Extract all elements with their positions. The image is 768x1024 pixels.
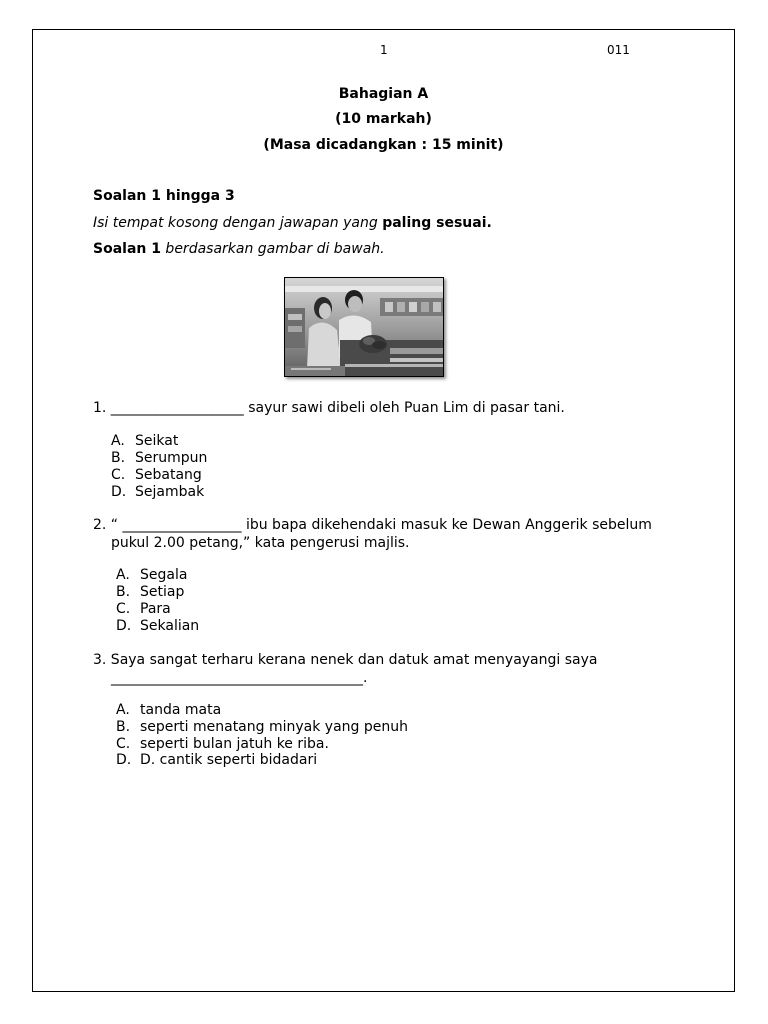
option-text: tanda mata bbox=[140, 702, 222, 718]
option-letter: B. bbox=[116, 584, 131, 600]
questions-range-heading: Soalan 1 hingga 3 bbox=[93, 188, 235, 204]
q3-option-a bbox=[116, 702, 221, 718]
market-photo-illustration bbox=[285, 278, 444, 377]
question-2-text-line2: pukul 2.00 petang,” kata pengerusi majlis. bbox=[111, 535, 410, 551]
option-letter: D. bbox=[116, 618, 132, 634]
question1-reference-text: berdasarkan gambar di bawah. bbox=[160, 241, 385, 257]
question1-reference-line bbox=[93, 241, 385, 257]
page-border bbox=[32, 29, 735, 992]
option-letter: A. bbox=[111, 433, 125, 449]
option-letter: D. bbox=[116, 752, 132, 768]
option-letter: D. bbox=[111, 484, 127, 500]
section-marks: (10 markah) bbox=[335, 111, 432, 127]
option-letter: C. bbox=[116, 736, 131, 752]
option-letter: C. bbox=[111, 467, 126, 483]
q2-option-d bbox=[116, 618, 199, 634]
option-text: Setiap bbox=[140, 584, 185, 600]
instruction-text: Isi tempat kosong dengan jawapan yang bbox=[93, 215, 383, 231]
q3-option-d bbox=[116, 752, 317, 768]
option-text: Seikat bbox=[135, 433, 179, 449]
q2-option-b bbox=[116, 584, 184, 600]
instruction-emphasis: paling sesuai. bbox=[382, 215, 492, 231]
section-time: (Masa dicadangkan : 15 minit) bbox=[263, 137, 504, 153]
paper-code: 011 bbox=[607, 43, 630, 57]
instruction-line bbox=[93, 215, 492, 231]
q3-option-c bbox=[116, 736, 329, 752]
question-2-text-line1: 2. “ _________________ ibu bapa dikehendaki masuk ke Dewan Anggerik sebelum bbox=[93, 517, 652, 533]
option-text: Sebatang bbox=[135, 467, 202, 483]
option-text: Serumpun bbox=[135, 450, 208, 466]
option-letter: A. bbox=[116, 567, 130, 583]
question-3-text-line1: 3. Saya sangat terharu kerana nenek dan datuk amat menyayangi saya bbox=[93, 652, 598, 668]
q1-option-d bbox=[111, 484, 204, 500]
q2-option-a bbox=[116, 567, 187, 583]
option-letter: B. bbox=[116, 719, 131, 735]
option-letter: B. bbox=[111, 450, 126, 466]
option-text: D. cantik seperti bidadari bbox=[140, 752, 318, 768]
option-text: seperti menatang minyak yang penuh bbox=[140, 719, 408, 735]
q1-option-b bbox=[111, 450, 207, 466]
option-text: Sekalian bbox=[140, 618, 200, 634]
q1-option-a bbox=[111, 433, 178, 449]
q2-option-c bbox=[116, 601, 171, 617]
option-text: seperti bulan jatuh ke riba. bbox=[140, 736, 329, 752]
market-photo bbox=[284, 277, 444, 377]
option-text: Segala bbox=[140, 567, 188, 583]
q3-option-b bbox=[116, 719, 408, 735]
option-letter: A. bbox=[116, 702, 130, 718]
question-1-text: 1. ___________________ sayur sawi dibeli oleh Puan Lim di pasar tani. bbox=[93, 400, 565, 416]
question1-label: Soalan 1 bbox=[93, 241, 161, 257]
q1-option-c bbox=[111, 467, 202, 483]
option-text: Para bbox=[140, 601, 171, 617]
section-title: Bahagian A bbox=[338, 86, 429, 102]
option-text: Sejambak bbox=[135, 484, 205, 500]
question-3-text-line2: ____________________________________. bbox=[111, 670, 368, 686]
page-number: 1 bbox=[380, 43, 388, 57]
option-letter: C. bbox=[116, 601, 131, 617]
